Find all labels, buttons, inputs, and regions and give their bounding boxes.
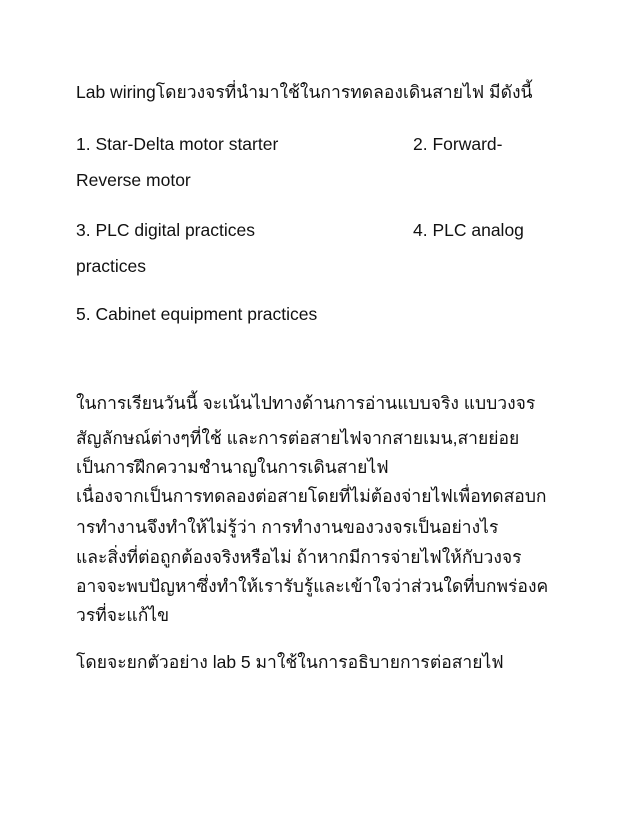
list-item-2-continuation: Reverse motor — [76, 170, 191, 190]
paragraph-line: เป็นการฝึกความชำนาญในการเดินสายไฟ — [76, 457, 389, 477]
closing-line: โดยจะยกตัวอย่าง lab 5 มาใช้ในการอธิบายการต่อสายไฟ — [76, 652, 504, 672]
paragraph-line: วรที่จะแก้ไข — [76, 605, 170, 625]
paragraph-line: และสิ่งที่ต่อถูกต้องจริงหรือไม่ ถ้าหากมีการจ่ายไฟให้กับวงจร — [76, 547, 522, 567]
list-item-3: 3. PLC digital practices — [76, 220, 255, 240]
paragraph-line: สัญลักษณ์ต่างๆที่ใช้ และการต่อสายไฟจากสายเมน,สายย่อย — [76, 428, 520, 448]
intro-line: Lab wiringโดยวงจรที่นำมาใช้ในการทดลองเดินสายไฟ มีดังนี้ — [76, 82, 533, 102]
list-item-1: 1. Star-Delta motor starter — [76, 134, 279, 154]
list-item-4-continuation: practices — [76, 256, 147, 276]
list-item-4: 4. PLC analog — [413, 220, 524, 240]
paragraph-line: ในการเรียนวันนี้ จะเน้นไปทางด้านการอ่านแบบจริง แบบวงจร — [76, 393, 536, 413]
paragraph-line: เนื่องจากเป็นการทดลองต่อสายโดยที่ไม่ต้องจ่ายไฟเพื่อทดสอบก — [76, 486, 547, 506]
paragraph-line: อาจจะพบปัญหาซึ่งทำให้เรารับรู้และเข้าใจว่าส่วนใดที่บกพร่องค — [76, 576, 549, 596]
paragraph-line: ารทำงานจึงทำให้ไม่รู้ว่า การทำงานของวงจรเป็นอย่างไร — [76, 517, 499, 537]
list-item-5: 5. Cabinet equipment practices — [76, 304, 318, 324]
list-item-2: 2. Forward- — [413, 134, 503, 154]
